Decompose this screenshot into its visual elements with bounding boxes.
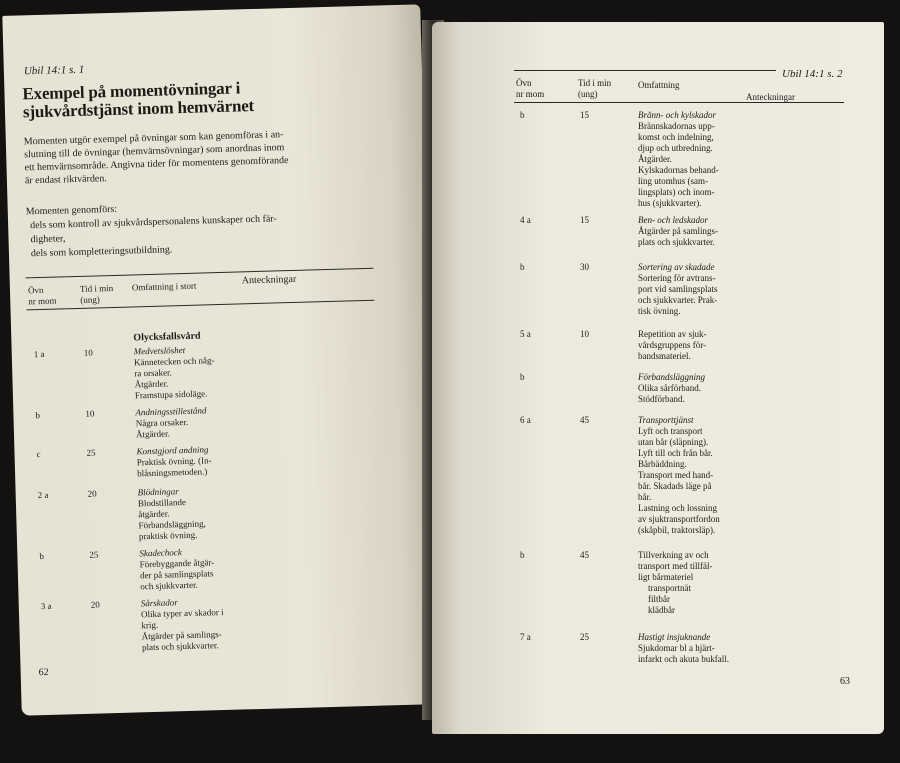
row-title: Hastigt insjuknande (638, 632, 711, 642)
right-page (432, 22, 884, 734)
right-page-number: 63 (840, 676, 850, 687)
row-title: Sårskador (140, 597, 178, 609)
row-number: 5 a (520, 329, 531, 339)
row-line: Bårbäddning. (638, 459, 687, 469)
row-line: klädbår (648, 605, 675, 615)
row-time: 20 (90, 599, 100, 610)
row-title: Sortering av skadade (638, 262, 715, 272)
row-line: Åtgärder. (135, 428, 170, 440)
row-line: Lastning och lossning (638, 503, 717, 513)
col-header-anteckningar: Anteckningar (241, 273, 297, 287)
row-line: Framstupa sidoläge. (134, 388, 208, 401)
row-line: Kylskadornas behand- (638, 165, 719, 175)
row-line: infarkt och akuta bukfall. (638, 654, 729, 664)
row-time: 15 (580, 215, 589, 225)
row-line: port vid samlingsplats (638, 284, 718, 294)
row-line: tisk övning. (638, 306, 681, 316)
row-line: Åtgärder på samlings- (141, 629, 222, 642)
row-line: Repetition av sjuk- (638, 329, 707, 339)
row-line: plats och sjukkvarter. (141, 640, 219, 653)
row-line: Blodstillande (137, 497, 187, 509)
row-number: 4 a (520, 215, 531, 225)
row-line: Brännskadornas upp- (638, 121, 715, 131)
right-table-top-rule (514, 70, 776, 71)
table-top-rule (26, 268, 374, 279)
row-line: djup och utbredning. (638, 143, 713, 153)
row-title: Transporttjänst (638, 415, 694, 425)
row-line: Transport med hand- (638, 470, 714, 480)
row-title: Medvetslöshet (133, 344, 186, 357)
row-title: Förbandsläggning (638, 372, 706, 382)
row-line: transport med tillfäl- (638, 561, 713, 571)
row-line: plats och sjukkvarter. (638, 237, 715, 247)
row-number: b (520, 372, 525, 382)
row-line: av sjuktransportfordon (638, 514, 720, 524)
row-line: hus (sjukkvarter). (638, 198, 702, 208)
row-number: 3 a (40, 600, 52, 612)
row-line: lingsplats) och inom- (638, 187, 715, 197)
row-line: Förbandsläggning, (138, 518, 206, 531)
row-line: Lyft till och från bår. (638, 448, 713, 458)
row-title: Andningsstillestånd (135, 405, 207, 418)
page-title-line2: sjukvårdstjänst inom hemvärnet (22, 95, 255, 122)
row-line: Kännetecken och någ- (133, 355, 215, 368)
row-line: och sjukkvarter. (140, 579, 198, 592)
row-line: krig. (141, 619, 159, 631)
row-time: 45 (580, 550, 589, 560)
row-line: praktisk övning. (138, 529, 198, 542)
row-number: b (520, 550, 525, 560)
row-line: bandsmateriel. (638, 351, 691, 361)
row-line: blåsningsmetoden.) (136, 466, 208, 479)
row-line: transportnät (648, 583, 691, 593)
row-line: Sjukdomar bl a hjärt- (638, 643, 715, 653)
row-number: 2 a (37, 489, 49, 501)
row-number: b (520, 262, 525, 272)
row-time: 30 (580, 262, 589, 272)
row-line: Praktisk övning. (In- (136, 455, 212, 468)
row-line: Förebyggande åtgär- (139, 557, 215, 570)
page-title-line1: Exempel på momentövningar i (22, 78, 241, 104)
row-line: Tillverkning av och (638, 550, 709, 560)
right-col-header-omfattning: Omfattning (638, 80, 680, 90)
row-time: 10 (85, 408, 95, 419)
row-time: 45 (580, 415, 589, 425)
row-line: Stödförband. (638, 394, 685, 404)
row-title: Blödningar (137, 486, 179, 498)
genomfors-line: dels som kontroll av sjukvårdspersonalens kunskaper och fär- (30, 213, 277, 232)
row-time: 20 (87, 488, 97, 499)
row-title: Konstgjord andning (136, 444, 209, 457)
left-page-header: Ubil 14:1 s. 1 (23, 63, 85, 78)
row-line: och sjukkvarter. Prak- (638, 295, 718, 305)
row-time: 25 (89, 549, 99, 560)
row-number: 7 a (520, 632, 531, 642)
row-line: ra orsaker. (134, 367, 172, 379)
row-line: Åtgärder. (638, 154, 672, 164)
row-line: Olika typer av skador i (140, 607, 224, 620)
row-line: filtbår (648, 594, 670, 604)
row-number: c (36, 449, 41, 460)
left-page-number: 62 (38, 666, 49, 679)
row-time: 25 (580, 632, 589, 642)
row-number: b (35, 410, 41, 421)
left-page (2, 4, 439, 715)
row-line: Olika sårförband. (638, 383, 701, 393)
col-header-tid: Tid i min (ung) (79, 282, 114, 305)
row-line: komst och indelning, (638, 132, 714, 142)
right-page-header: Ubil 14:1 s. 2 (782, 68, 843, 80)
right-col-header-tid: Tid i min (ung) (578, 78, 612, 99)
row-time: 25 (86, 447, 96, 458)
row-title: Brănn- och kylskador (638, 110, 716, 120)
row-line: Åtgärder på samlings- (638, 226, 718, 236)
row-line: der på samlingsplats (139, 568, 214, 581)
row-line: Åtgärder. (134, 378, 169, 390)
row-number: b (520, 110, 525, 120)
row-title: Skadechock (139, 547, 182, 559)
row-line: ling utomhus (sam- (638, 176, 708, 186)
row-number: b (39, 551, 45, 562)
table-header-rule (27, 300, 375, 311)
row-line: ligt bårmateriel (638, 572, 694, 582)
intro-line: är endast riktvärden. (24, 173, 107, 187)
row-number: 6 a (520, 415, 531, 425)
row-line: utan bår (släpning). (638, 437, 709, 447)
row-line: Sortering för avtrans- (638, 273, 716, 283)
row-line: bår. Skadads läge på (638, 481, 712, 491)
genomfors-line: Momenten genomförs: (25, 203, 118, 218)
row-number: 1 a (33, 348, 45, 360)
row-line: vårdsgruppens för- (638, 340, 707, 350)
row-line: åtgärder. (138, 508, 170, 520)
genomfors-line: dels som kompletteringsutbildning. (30, 244, 173, 260)
row-line: (skåpbil, traktorsläp). (638, 525, 716, 535)
genomfors-line: digheter, (30, 233, 66, 246)
col-header-ovn: Övn nr mom (27, 284, 57, 307)
right-col-header-anteckningar: Anteckningar (746, 92, 795, 102)
row-title: Ben- och ledskador (638, 215, 708, 225)
row-line: bår. (638, 492, 652, 502)
row-line: Några orsaker. (135, 416, 189, 429)
section-heading: Olycksfallsvård (133, 330, 201, 344)
right-col-header-ovn: Övn nr mom (516, 78, 545, 99)
intro-line: ett hemvärnsområde. Angivna tider för momentens genomförande (24, 155, 289, 174)
row-time: 10 (83, 347, 93, 358)
row-time: 15 (580, 110, 589, 120)
intro-line: Momenten utgör exempel på övningar som kan genomföras i an- (23, 129, 284, 148)
row-time: 10 (580, 329, 589, 339)
col-header-omfattning: Omfattning i stort (131, 280, 197, 293)
row-line: Lyft och transport (638, 426, 703, 436)
right-table-header-rule (514, 102, 844, 103)
intro-line: slutning till de övningar (hemvärnsövningar) som anordnas inom (24, 142, 285, 161)
